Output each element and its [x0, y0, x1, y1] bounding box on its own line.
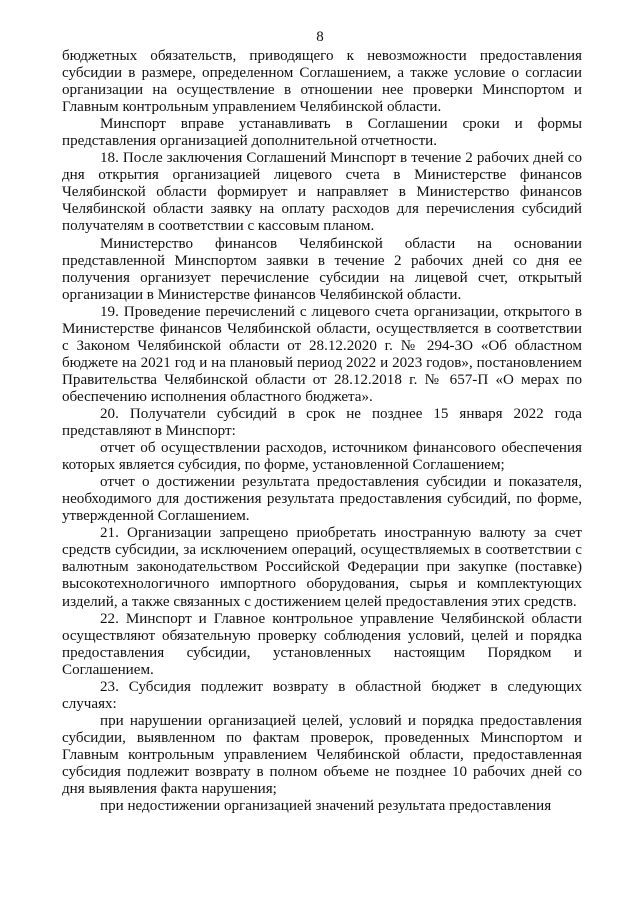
paragraph: при нарушении организацией целей, условий и порядка предоставления субсидии, выявленном по фактам проверок, проведенных Минспортом и Главным контрольным управлением Челябинской области, предоставленная субсидия подлежит возврату в полном объеме не позднее 10 рабочих дней со дня выявления факта нарушения; [62, 712, 582, 798]
paragraph: при недостижении организацией значений результата предоставления [100, 798, 552, 815]
paragraph-clause-18: 18. После заключения Соглашений Минспорт в течение 2 рабочих дней со дня открытия организацией лицевого счета в Министерстве финансов Челябинской области формирует и направляет в Министерство финансов Челябинской области заявку на оплату расходов для перечисления субсидий получателям в соответствии с кассовым планом. [62, 150, 582, 235]
paragraph-continued: бюджетных обязательств, приводящего к невозможности предоставления субсидии в размере, определенном Соглашением, а также условие о согласии организации на осуществление в отношении нее проверки Минспортом и Главным контрольным управлением Челябинской области. [62, 48, 582, 116]
paragraph: отчет о достижении результата предоставления субсидии и показателя, необходимого для достижения результата предоставления субсидий, по форме, утвержденной Соглашением. [62, 474, 582, 525]
paragraph: отчет об осуществлении расходов, источником финансового обеспечения которых является субсидия, по форме, установленной Соглашением; [62, 440, 582, 474]
paragraph: Минспорт вправе устанавливать в Соглашении сроки и формы представления организацией дополнительной отчетности. [62, 116, 582, 150]
page-number: 8 [316, 29, 324, 45]
paragraph: Министерство финансов Челябинской области на основании представленной Минспортом заявки в течение 2 рабочих дней со дня ее получения организует перечисление субсидии на лицевой счет, открытый организации в Министерстве финансов Челябинской области. [62, 235, 582, 303]
paragraph-clause-21: 21. Организации запрещено приобретать иностранную валюту за счет средств субсидии, за исключением операций, осуществляемых в соответствии с валютным законодательством Российской Федерации при закупке (поставке) высокотехнологичного импортного оборудования, сырья и комплектующих изделий, а также связанных с достижением целей предоставления этих средств. [62, 525, 582, 610]
paragraph-clause-19: 19. Проведение перечислений с лицевого счета организации, открытого в Министерстве финансов Челябинской области, осуществляется в соответствии с Законом Челябинской области от 28.12.2020 г. № 294-ЗО «Об областном бюджете на 2021 год и на плановый период 2022 и 2023 годов», постановлением Правительства Челябинской области от 28.12.2018 г. № 657-П «О мерах по обеспечению исполнения областного бюджета». [62, 303, 582, 405]
paragraph-clause-22: 22. Минспорт и Главное контрольное управление Челябинской области осуществляют обязательную проверку соблюдения условий, целей и порядка предоставления субсидии, установленных настоящим Порядком и Соглашением. [62, 610, 582, 678]
paragraph-clause-20: 20. Получатели субсидий в срок не позднее 15 января 2022 года представляют в Минспорт: [62, 405, 582, 440]
paragraph-clause-23: 23. Субсидия подлежит возврату в областной бюджет в следующих случаях: [62, 678, 582, 712]
document-body [62, 48, 582, 815]
